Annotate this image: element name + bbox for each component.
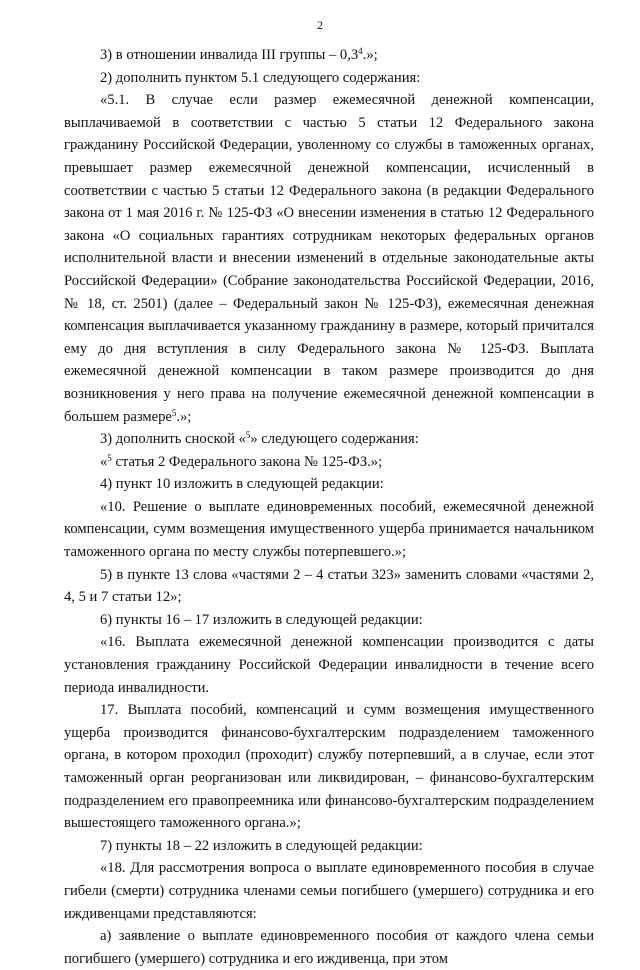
paragraph-item-4: 4) пункт 10 изложить в следующей редакции: bbox=[100, 476, 384, 493]
paragraph-17: 17. Выплата пособий, компенсаций и сумм возмещения имущественного ущерба производится финансово-бухгалтерским подразделением таможенного органа, в котором проходил (проходит) службу потерпевший, а в случае, если этот таможенный орган реорганизован или ликвидирован, – финансово-бухгалтерским подразделением его правопреемника или финансово-бухгалтерским подразделением вышестоящего таможенного органа.»; bbox=[64, 702, 594, 832]
text: .»; bbox=[362, 47, 378, 63]
text: статья 2 Федерального закона № 125-ФЗ.»; bbox=[111, 453, 383, 470]
text: .»; bbox=[176, 408, 192, 425]
paragraph-5-1 bbox=[64, 89, 594, 428]
paragraph-footnote-text bbox=[64, 451, 594, 474]
document-body bbox=[64, 44, 594, 970]
scan-artifact bbox=[420, 898, 500, 901]
text: » следующего содержания: bbox=[250, 431, 419, 448]
footnote-ref: 5 bbox=[107, 452, 112, 463]
text: 3) в отношении инвалида III группы – 0,3 bbox=[100, 47, 359, 63]
footnote-ref: 4 bbox=[358, 46, 363, 56]
page-number: 2 bbox=[317, 18, 323, 32]
paragraph-16: «16. Выплата ежемесячной денежной компенсации производится с даты установления гражданину Российской Федерации инвалидности в течение всего периода инвалидности. bbox=[64, 634, 594, 696]
text: 3) дополнить сноской « bbox=[100, 431, 246, 448]
footnote-ref: 5 bbox=[171, 407, 177, 418]
paragraph-item-2: 2) дополнить пунктом 5.1 следующего содержания: bbox=[100, 69, 421, 86]
text: «5.1. В случае если размер ежемесячной денежной компенсации, выплачиваемой в соответствии с частью 5 статьи 12 Федерального закона гражданину Российской Федерации, уволенному со службы в таможенных органах, превышает размер ежемесячной денежной компенсации, исчисленный в соответствии с частью 5 статьи 12 Федерального закона (в редакции Федерального закона от 1 мая 2016 г. № 125-ФЗ «О внесении изменения в статью 12 Федерального закона «О социальных гарантиях сотрудникам некоторых федеральных органов исполнительной власти и внесении изменений в отдельные законодательные акты Российской Федерации» (Собрание законодательства Российской Федерации, 2016, № 18, ст. 2501) (далее – Федеральный закон № 125-ФЗ), ежемесячная денежная компенсация выплачивается указанному гражданину в размере, который причитался ему до дня вступления в силу Федерального закона № 125-ФЗ. Выплата ежемесячной денежной компенсации в таком размере производится до дня возникновения у него права на получение ежемесячной денежной компенсации в большем размере bbox=[64, 92, 594, 425]
paragraph-10: «10. Решение о выплате единовременных пособий, ежемесячной денежной компенсации, сумм возмещения имущественного ущерба принимается начальником таможенного органа по месту службы потерпевшего.»; bbox=[64, 498, 594, 561]
paragraph-18: «18. Для рассмотрения вопроса о выплате единовременного пособия в случае гибели (смерти) сотрудника членами семьи погибшего (умершего) сотрудника и его иждивенцами представляются: bbox=[64, 860, 594, 922]
paragraph-18-a: а) заявление о выплате единовременного пособия от каждого члена семьи погибшего (умершего) сотрудника и его иждивенца, при этом bbox=[64, 928, 594, 967]
paragraph-item-7: 7) пункты 18 – 22 изложить в следующей редакции: bbox=[100, 837, 423, 854]
paragraph-item-3-footnote bbox=[64, 428, 594, 451]
paragraph-item-6: 6) пункты 16 – 17 изложить в следующей редакции: bbox=[100, 611, 423, 628]
paragraph-item-5: 5) в пункте 13 слова «частями 2 – 4 статьи 323» заменить словами «частями 2, 4, 5 и 7 статьи 12»; bbox=[64, 566, 594, 606]
text: « bbox=[100, 453, 108, 470]
paragraph-item-3 bbox=[64, 44, 594, 67]
footnote-ref: 5 bbox=[245, 430, 251, 441]
